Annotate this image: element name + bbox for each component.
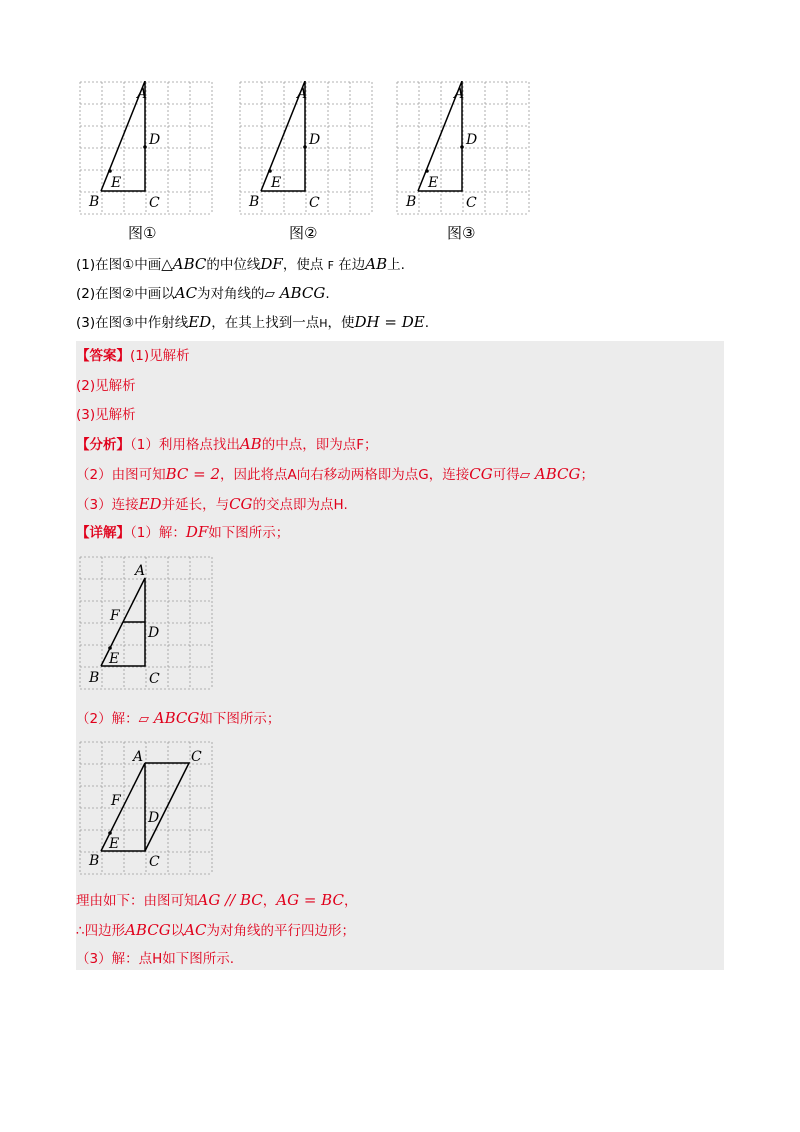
question-2: (2)在图②中画以AC为对角线的▱ ABCG. (76, 284, 330, 302)
label-d: D (148, 625, 160, 641)
question-1: (1)在图①中画△ABC的中位线DF，使点 F 在边AB上. (76, 255, 405, 273)
label-c: C (149, 671, 160, 687)
detail-figure-1 (79, 556, 215, 692)
label-b: B (89, 853, 100, 869)
detail-line-2: （2）解：▱ ABCG如下图所示； (76, 709, 281, 727)
label-a: A (137, 86, 148, 102)
detail-figure-2 (79, 741, 215, 877)
parallelogram-icon: ▱ (138, 711, 149, 727)
label-a: A (133, 749, 144, 765)
point-e-dot (425, 169, 429, 173)
label-b: B (249, 194, 260, 210)
detail-line-3: （3）解：点H如下图所示. (76, 951, 235, 967)
label-e: E (271, 175, 282, 191)
label-e: E (109, 651, 120, 667)
answer-line-2: (2)见解析 (76, 378, 136, 394)
label-d: D (149, 132, 161, 148)
caption-figure-2: 图② (289, 224, 318, 242)
label-d: D (466, 132, 478, 148)
label-a: A (135, 563, 146, 579)
question-3: (3)在图③中作射线ED，在其上找到一点H，使DH = DE. (76, 313, 429, 331)
reason-line-1: 理由如下：由图可知AG // BC，AG = BC， (76, 891, 358, 909)
point-e-dot (108, 646, 112, 650)
label-b: B (406, 194, 417, 210)
label-a: A (297, 86, 308, 102)
figure-1-svg (79, 81, 215, 217)
reason-line-2: ∴四边形ABCG以AC为对角线的平行四边形； (76, 921, 355, 939)
label-a: A (454, 86, 465, 102)
answer-line-1: 【答案】(1)见解析 (76, 348, 190, 364)
detail-figure-2-svg (79, 741, 215, 877)
parallelogram-abcg (145, 763, 189, 851)
answer-line-3: (3)见解析 (76, 407, 136, 423)
label-c: C (309, 195, 320, 211)
parallelogram-icon: ▱ (264, 286, 275, 302)
label-d: D (309, 132, 321, 148)
label-c: C (149, 195, 160, 211)
label-e: E (428, 175, 439, 191)
label-b: B (89, 194, 100, 210)
analysis-line-1: 【分析】（1）利用格点找出AB的中点，即为点F； (76, 435, 378, 453)
point-d-dot (460, 145, 464, 149)
label-e: E (109, 836, 120, 852)
point-e-dot (268, 169, 272, 173)
grid (80, 557, 212, 689)
figure-2 (239, 81, 375, 217)
label-c: C (466, 195, 477, 211)
detail-line-1: 【详解】（1）解：DF如下图所示； (76, 523, 290, 541)
caption-figure-3: 图③ (447, 224, 476, 242)
label-b: B (89, 670, 100, 686)
label-c: C (149, 854, 160, 870)
figure-3 (396, 81, 532, 217)
triangle-abc (101, 763, 145, 851)
point-e-dot (108, 169, 112, 173)
caption-figure-1: 图① (128, 224, 157, 242)
point-d-dot (303, 145, 307, 149)
label-d: D (148, 810, 160, 826)
figure-1 (79, 81, 215, 217)
figure-3-svg (396, 81, 532, 217)
detail-figure-1-svg (79, 556, 215, 692)
analysis-line-2: （2）由图可知BC = 2，因此将点A向右移动两格即为点G，连接CG可得▱ ABCG； (76, 465, 594, 483)
point-e-dot (108, 831, 112, 835)
label-e: E (111, 175, 122, 191)
analysis-line-3: （3）连接ED并延长，与CG的交点即为点H. (76, 495, 348, 513)
point-d-dot (143, 145, 147, 149)
parallelogram-icon: ▱ (519, 467, 531, 483)
label-f: F (110, 608, 120, 624)
label-c-top: C (191, 749, 202, 765)
figure-2-svg (239, 81, 375, 217)
label-f: F (111, 793, 121, 809)
